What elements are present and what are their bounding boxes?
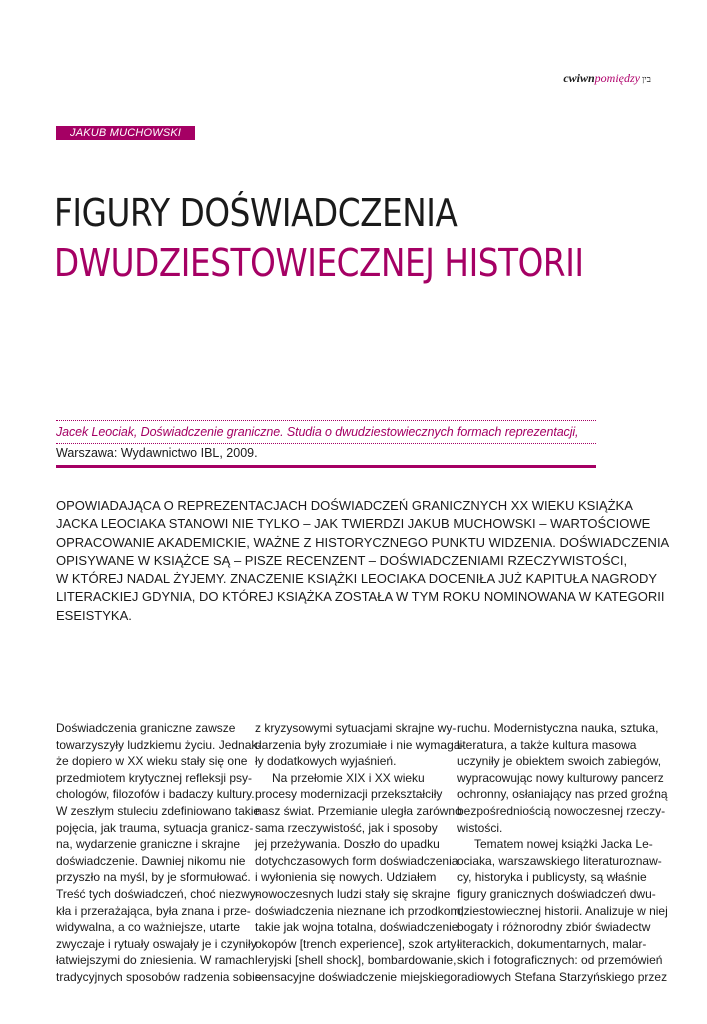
- text-line: Treść tych doświadczeń, choć niezwy-: [56, 886, 260, 901]
- lead-line: JACKA LEOCIAKA STANOWI NIE TYLKO – JAK TWIERDZI JAKUB MUCHOWSKI – WARTOŚCIOWE: [56, 516, 651, 532]
- text-line: figury granicznych doświadczeń dwu-: [457, 886, 656, 901]
- text-line: nowoczesnych ludzi stały się skrajne: [255, 886, 451, 901]
- text-line: takie jak wojna totalna, doświadczenie: [255, 920, 459, 935]
- text-line: W zeszłym stuleciu zdefiniowano takie: [56, 803, 261, 818]
- text-line: ochronny, osłaniający nas przed groźną: [457, 787, 668, 802]
- text-line: ruchu. Modernistyczna nauka, sztuka,: [457, 721, 659, 735]
- text-line: przedmiotem krytycznej refleksji psy-: [56, 770, 253, 785]
- text-line: Tematem nowej książki Jacka Le-: [474, 837, 653, 852]
- lead-line: OPOWIADAJĄCA O REPREZENTACJACH DOŚWIADCZEŃ GRANICZNYCH XX WIEKU KSIĄŻKA: [56, 498, 633, 513]
- text-line: radiowych Stefana Starzyńskiego przez: [457, 969, 668, 984]
- text-line: literackich, dokumentarnych, malar-: [457, 936, 647, 951]
- text-line: towarzyszyły ludzkiemu życiu. Jednak-: [56, 737, 262, 752]
- book-reference-publisher: Warszawa: Wydawnictwo IBL, 2009.: [56, 446, 258, 460]
- text-line: bezpośredniością nowoczesnej rzeczy-: [457, 803, 666, 818]
- text-line: z kryzysowymi sytuacjami skrajne wy-: [255, 721, 457, 735]
- text-line: literatura, a także kultura masowa: [457, 737, 637, 752]
- lead-line: ESEISTYKA.: [56, 607, 132, 623]
- text-line: pojęcia, jak trauma, sytuacja granicz-: [56, 820, 254, 835]
- lead-line: OPISYWANE W KSIĄŻCE SĄ – PISZE RECENZENT – DOŚWIADCZENIAMI RZECZYWISTOŚCI,: [56, 552, 628, 568]
- text-line: leryjski [shell shock], bombardowanie,: [255, 953, 457, 968]
- text-line: wypracowując nowy kulturowy pancerz: [457, 770, 664, 785]
- text-line: ły dodatkowych wyjaśnień.: [255, 754, 397, 769]
- text-line: na, wydarzenie graniczne i skrajne: [56, 837, 241, 852]
- text-line: skich i fotograficznych: od przemówień: [457, 953, 663, 968]
- dotted-divider-bottom: [56, 443, 596, 444]
- text-line: uczyniły je obiektem swoich zabiegów,: [457, 754, 662, 769]
- masthead-pomiedzy: pomiędzy: [594, 71, 640, 85]
- text-line: doświadczenie. Dawniej nikomu nie: [56, 853, 246, 868]
- journal-masthead: [563, 70, 651, 86]
- body-column-3: [457, 720, 668, 986]
- lead-line: W KTÓREJ NADAL ŻYJEMY. ZNACZENIE KSIĄŻKI LEOCIAKA DOCENIŁA JUŻ KAPITUŁA NAGRODY: [56, 571, 658, 587]
- text-line: chologów, filozofów i badaczy kultury.: [56, 787, 255, 802]
- lead-line: OPRACOWANIE AKADEMICKIE, WAŻNE Z HISTORYCZNEGO PUNKTU WIDZENIA. DOŚWIADCZENIA: [56, 534, 670, 550]
- lead-line: LITERACKIEJ GDYNIA, DO KTÓREJ KSIĄŻKA ZOSTAŁA W TYM ROKU NOMINOWANA W KATEGORII: [56, 589, 665, 605]
- text-line: nasz świat. Przemianie uległa zarówno: [255, 803, 462, 818]
- body-column-1: [56, 720, 262, 986]
- body-column-2: [255, 720, 465, 986]
- text-line: ociaka, warszawskiego literaturoznaw-: [457, 853, 662, 868]
- text-line: tradycyjnych sposobów radzenia sobie: [56, 969, 262, 984]
- text-line: widywalna, a co ważniejsze, utarte: [56, 920, 241, 935]
- text-line: jej przeżywania. Doszło do upadku: [255, 837, 440, 852]
- text-line: przyszło na myśl, by je sformułować.: [56, 870, 251, 885]
- author-label: JAKUB MUCHOWSKI: [56, 126, 195, 140]
- text-line: Na przełomie XIX i XX wieku: [272, 770, 425, 785]
- text-line: dotychczasowych form doświadczenia: [255, 853, 459, 868]
- text-line: łatwiejszymi do zniesienia. W ramach: [56, 953, 255, 968]
- text-line: i wyłonienia się nowych. Udziałem: [255, 870, 437, 885]
- dotted-divider-top: [56, 420, 596, 421]
- text-line: zwyczaje i rytuały oswajały je i czyniły: [56, 936, 257, 951]
- text-line: okopów [trench experience], szok arty-: [255, 936, 461, 951]
- text-line: dziestowiecznej historii. Analizuje w niej: [457, 903, 668, 918]
- text-line: sama rzeczywistość, jak i sposoby: [255, 820, 438, 835]
- masthead-cwiszn: cwiwn: [563, 71, 595, 85]
- text-line: bogaty i różnorodny zbiór świadectw: [457, 920, 651, 935]
- text-line: cy, historyka i publicysty, są właśnie: [457, 870, 647, 885]
- section-rule: [56, 465, 596, 468]
- text-line: darzenia były zrozumiałe i nie wymaga-: [255, 737, 465, 752]
- title-line-1: FIGURY DOŚWIADCZENIA: [54, 191, 458, 235]
- text-line: wistości.: [457, 820, 503, 835]
- book-reference-title: Jacek Leociak, Doświadczenie graniczne. Studia o dwudziestowiecznych formach reprezentacji,: [56, 425, 579, 439]
- text-line: kła i przerażająca, była znana i prze-: [56, 903, 251, 918]
- lead-paragraph: [56, 497, 670, 625]
- text-line: sensacyjne doświadczenie miejskiego: [255, 969, 458, 984]
- title-line-2: DWUDZIESTOWIECZNEJ HISTORII: [54, 241, 584, 285]
- text-line: procesy modernizacji przekształciły: [255, 787, 443, 802]
- text-line: Doświadczenia graniczne zawsze: [56, 721, 236, 735]
- text-line: że dopiero w XX wieku stały się one: [56, 754, 248, 769]
- text-line: doświadczenia nieznane ich przodkom,: [255, 903, 464, 918]
- masthead-bejn: בין: [642, 75, 651, 85]
